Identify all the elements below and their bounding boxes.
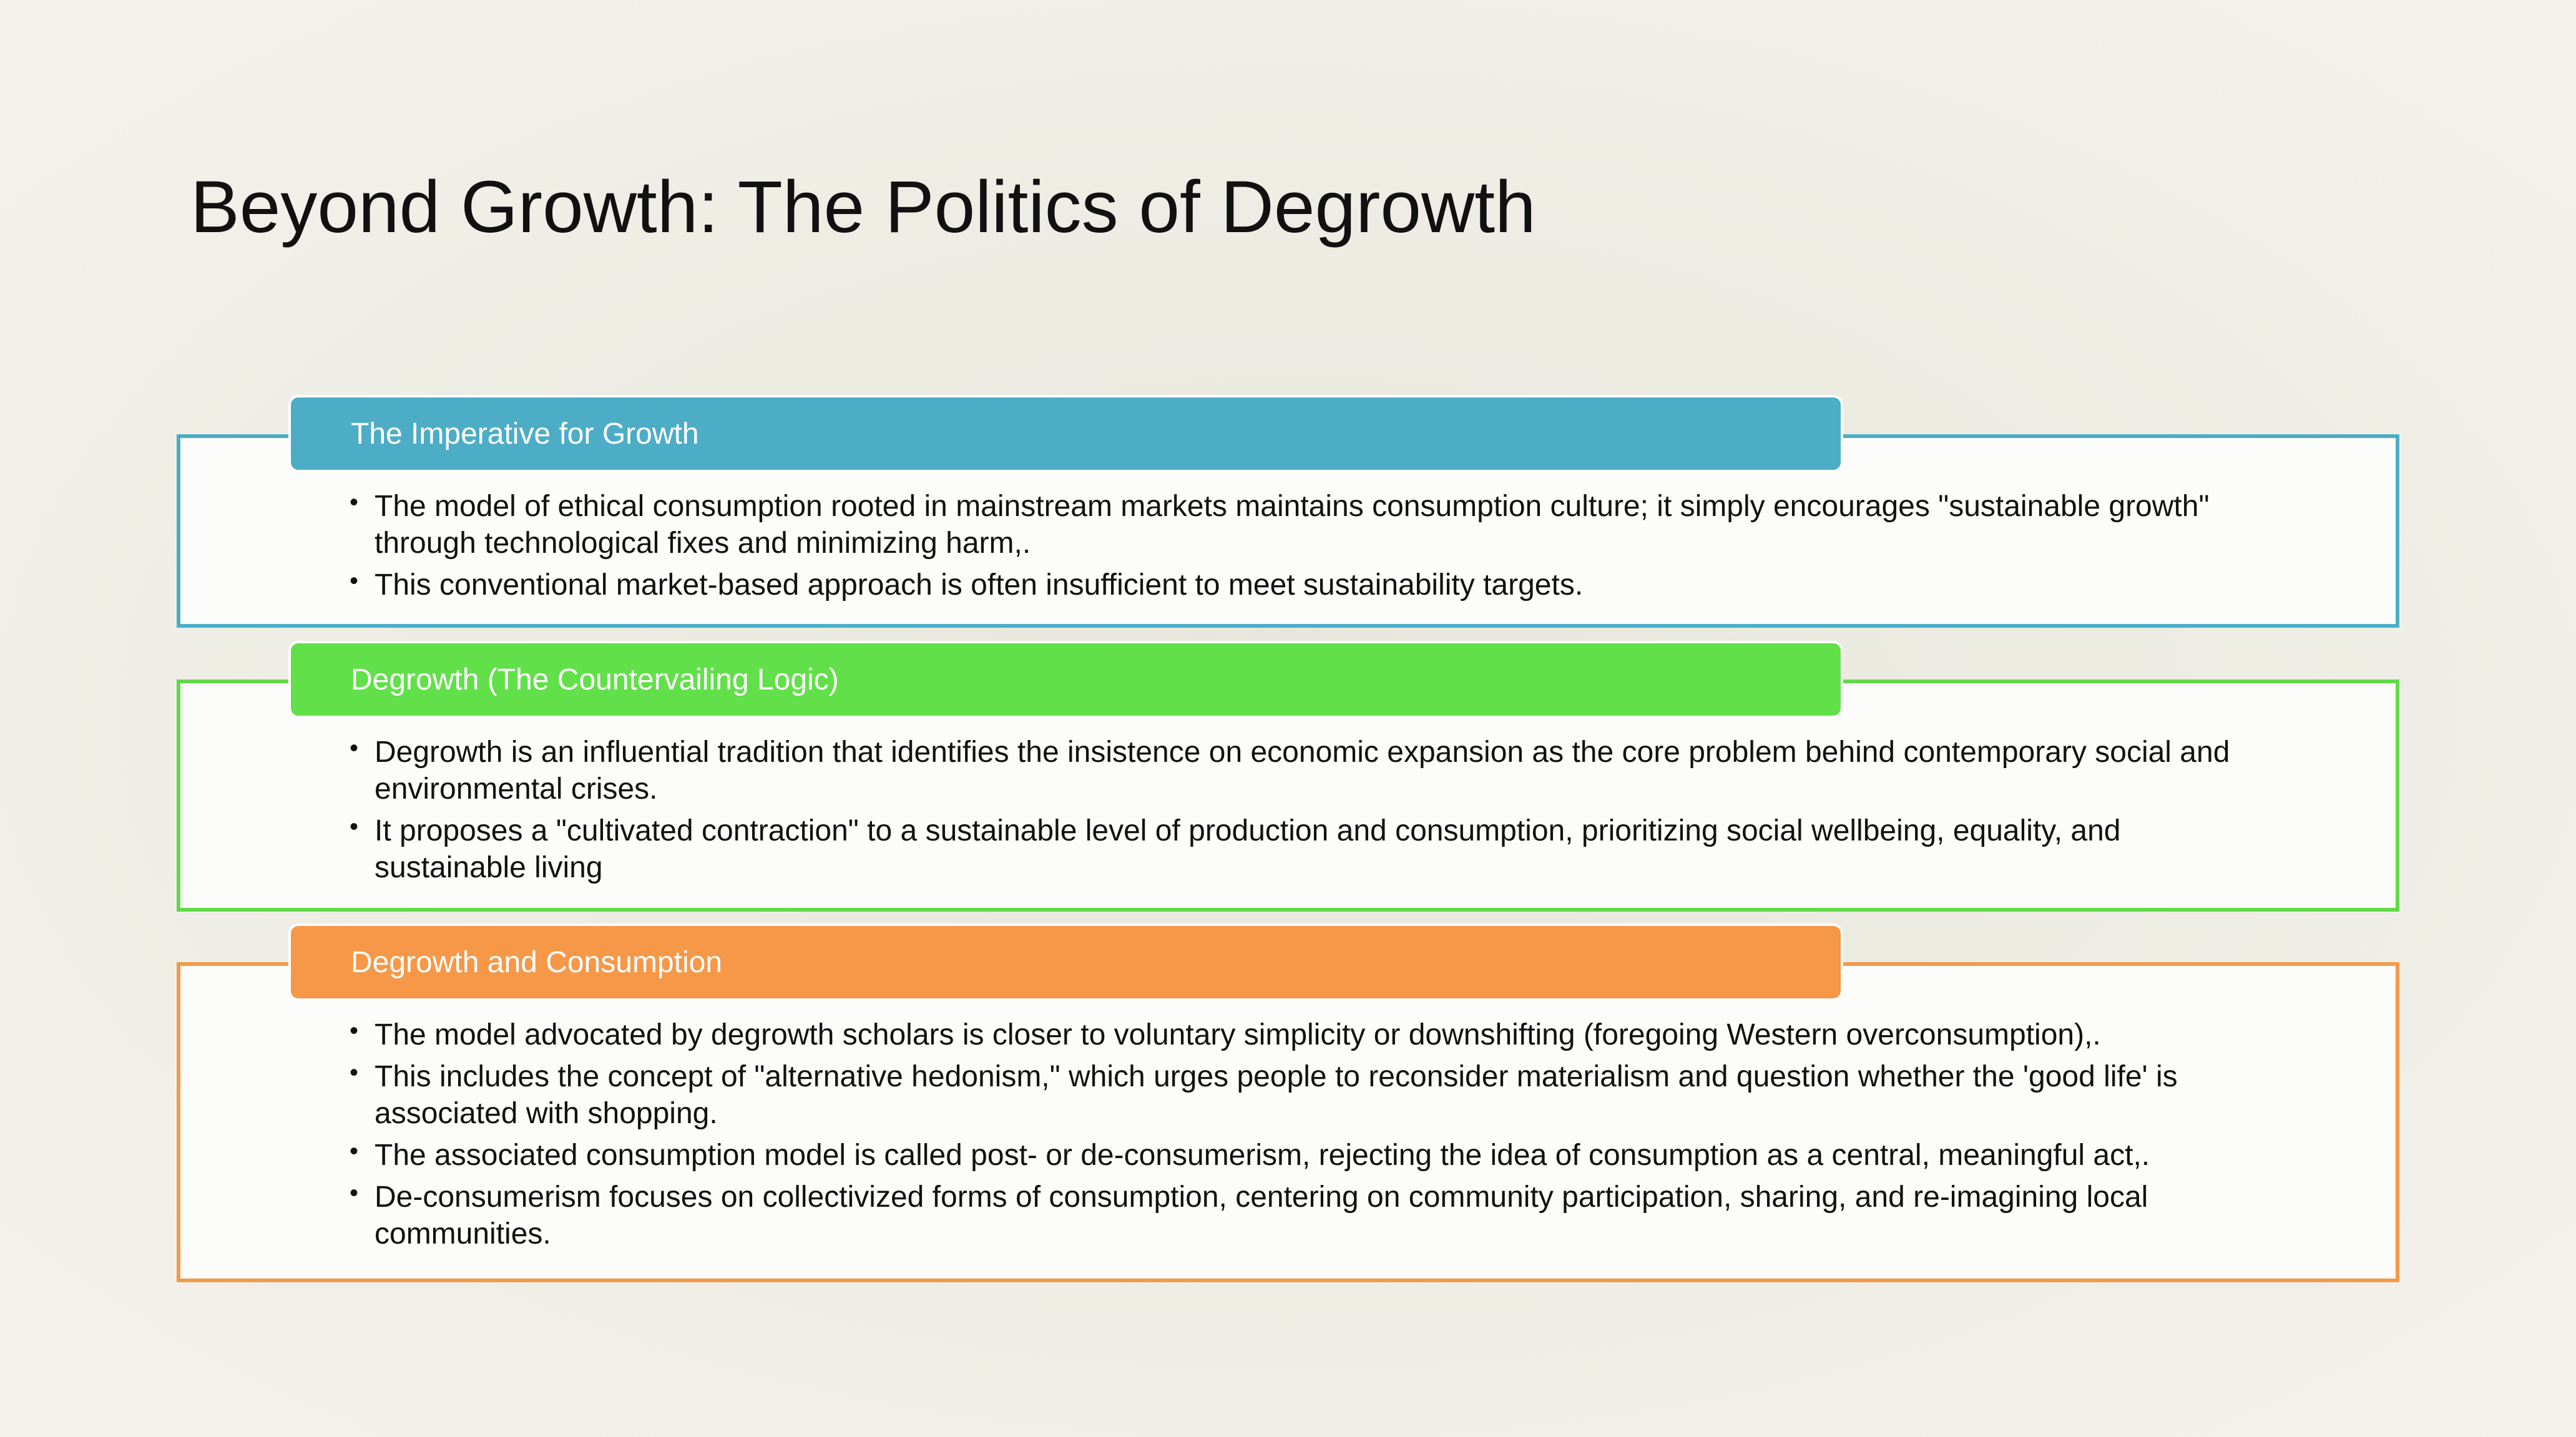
- bullet-list: [350, 1016, 2235, 1257]
- section-header: The Imperative for Growth: [288, 395, 1843, 472]
- bullet-list: [350, 734, 2235, 891]
- bullet-item: • This conventional market-based approach is often insufficient to meet sustainability targets.: [350, 567, 2235, 603]
- section-header: Degrowth (The Countervailing Logic): [288, 641, 1843, 718]
- slide-title: Beyond Growth: The Politics of Degrowth: [190, 166, 1536, 248]
- bullet-list: [350, 488, 2235, 608]
- bullet-item: • Degrowth is an influential tradition that identifies the insistence on economic expansion as the core problem behind contemporary social and environmental crises.: [350, 734, 2235, 807]
- bullet-item: • The associated consumption model is called post- or de-consumerism, rejecting the idea of consumption as a central, meaningful act,.: [350, 1137, 2235, 1174]
- section-header: Degrowth and Consumption: [288, 923, 1843, 1001]
- bullet-item: • The model advocated by degrowth scholars is closer to voluntary simplicity or downshifting (foregoing Western overconsumption),.: [350, 1016, 2235, 1053]
- bullet-item: • De-consumerism focuses on collectivized forms of consumption, centering on community participation, sharing, and re-imagining local communities.: [350, 1179, 2235, 1252]
- bullet-item: • This includes the concept of "alternative hedonism," which urges people to reconsider materialism and question whether the 'good life' is associated with shopping.: [350, 1058, 2235, 1132]
- bullet-item: • It proposes a "cultivated contraction" to a sustainable level of production and consumption, prioritizing social wellbeing, equality, and sustainable living: [350, 812, 2235, 886]
- bullet-item: • The model of ethical consumption rooted in mainstream markets maintains consumption culture; it simply encourages "sustainable growth" through technological fixes and minimizing harm,.: [350, 488, 2235, 562]
